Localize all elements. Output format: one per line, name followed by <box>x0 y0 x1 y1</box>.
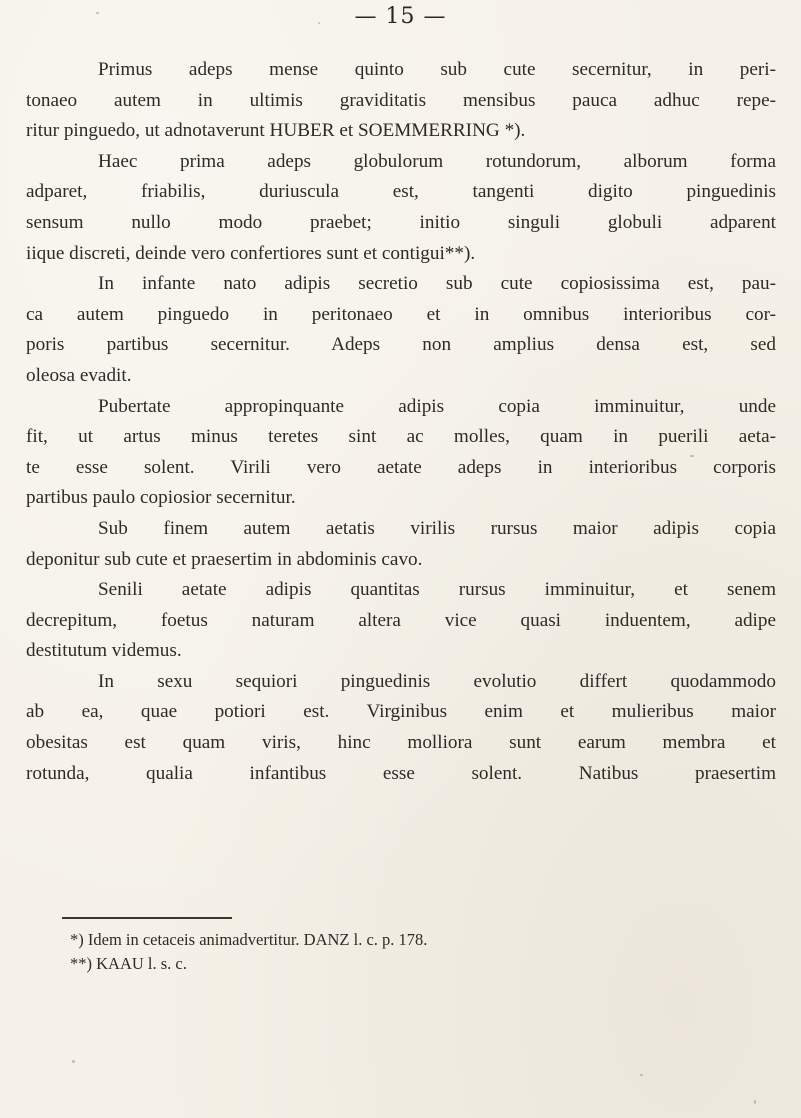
text-line: destitutum videmus. <box>26 640 182 662</box>
text-line: ritur pinguedo, ut adnotaverunt HUBER et SOEMMERRING *). <box>26 120 526 142</box>
paper-speck <box>96 12 99 14</box>
footnotes <box>70 928 770 976</box>
text-line: te esse solent. Virili vero aetate adeps in interioribus corporis <box>26 456 776 478</box>
footnote-2: **) KAAU l. s. c. <box>70 954 187 973</box>
paper-speck <box>640 1074 643 1076</box>
text-line: Sub finem autem aetatis virilis rursus maior adipis copia <box>98 517 776 539</box>
text-line: Primus adeps mense quinto sub cute secernitur, in peri- <box>98 59 776 80</box>
text-line: Haec prima adeps globulorum rotundorum, alborum forma <box>98 150 776 172</box>
paragraph-7 <box>26 667 776 789</box>
paragraph-4 <box>26 392 776 514</box>
paragraph-3 <box>26 269 776 391</box>
text-line: partibus paulo copiosior secernitur. <box>26 487 296 509</box>
paragraph-2 <box>26 147 776 269</box>
text-line: decrepitum, foetus naturam altera vice quasi induentem, adipe <box>26 609 776 631</box>
text-line: In sexu sequiori pinguedinis evolutio differt quodammodo <box>98 670 776 692</box>
text-line: Pubertate appropinquante adipis copia imminuitur, unde <box>98 395 776 417</box>
paper-speck <box>318 22 320 24</box>
text-line: obesitas est quam viris, hinc molliora sunt earum membra et <box>26 732 776 754</box>
text-line: ab ea, quae potiori est. Virginibus enim et mulieribus maior <box>26 701 776 723</box>
paper-speck <box>72 1060 75 1063</box>
paragraph-6 <box>26 575 776 667</box>
text-line: tonaeo autem in ultimis graviditatis mensibus pauca adhuc repe- <box>26 89 776 111</box>
paper-speck <box>754 1100 756 1104</box>
text-line: sensum nullo modo praebet; initio singuli globuli adparent <box>26 211 776 233</box>
paper-speck <box>690 455 694 457</box>
text-line: iique discreti, deinde vero confertiores sunt et contigui**). <box>26 242 476 264</box>
paragraph-1 <box>26 55 776 147</box>
text-line: ca autem pinguedo in peritonaeo et in omnibus interioribus cor- <box>26 303 776 325</box>
footnote-divider <box>62 917 232 919</box>
text-line: fit, ut artus minus teretes sint ac molles, quam in puerili aeta- <box>26 426 776 448</box>
text-line: rotunda, qualia infantibus esse solent. Natibus praesertim <box>26 762 776 784</box>
text-line: In infante nato adipis secretio sub cute copiosissima est, pau- <box>98 273 776 295</box>
text-line: poris partibus secernitur. Adeps non amplius densa est, sed <box>26 334 776 356</box>
text-line: adparet, friabilis, duriuscula est, tangenti digito pinguedinis <box>26 181 776 203</box>
main-text <box>26 55 776 789</box>
text-line: deponitur sub cute et praesertim in abdominis cavo. <box>26 548 423 570</box>
paragraph-5 <box>26 514 776 575</box>
text-line: Senili aetate adipis quantitas rursus imminuitur, et senem <box>98 579 776 601</box>
page-number: — 15 — <box>354 4 447 29</box>
text-line: oleosa evadit. <box>26 364 132 386</box>
footnote-1: *) Idem in cetaceis animadvertitur. DANZ l. c. p. 178. <box>70 930 428 949</box>
